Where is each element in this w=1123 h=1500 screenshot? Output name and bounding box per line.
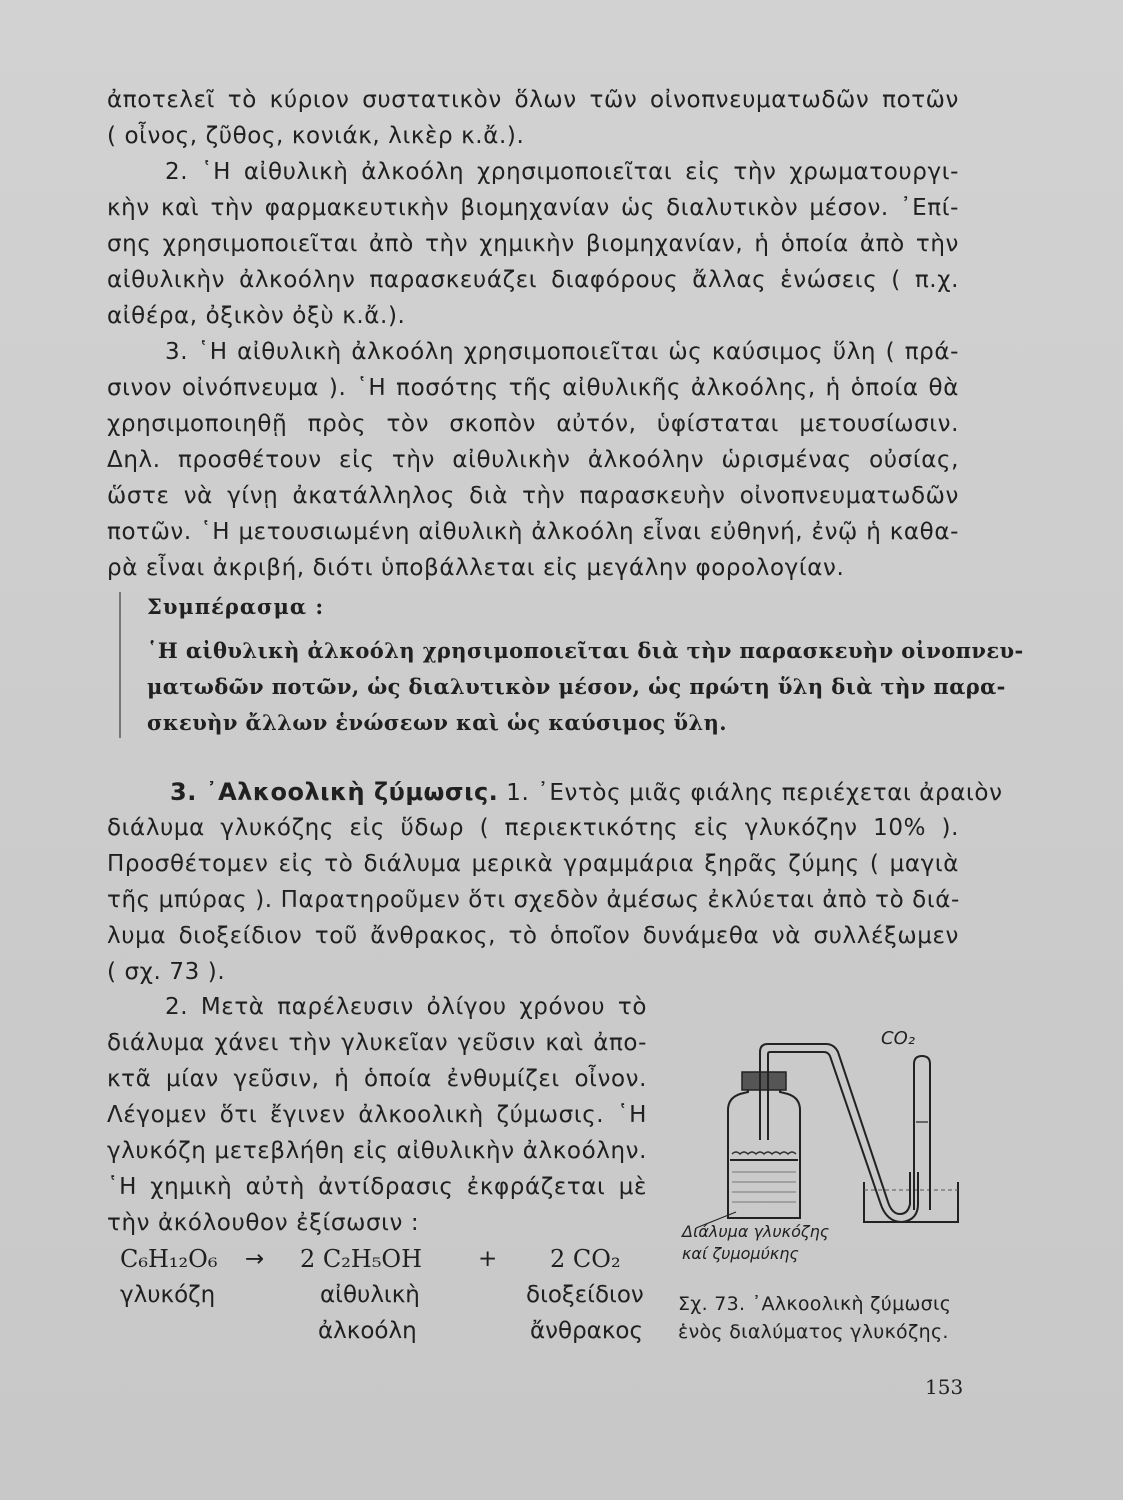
- text-line: διάλυμα γλυκόζης εἰς ὕδωρ ( περιεκτικότης εἰς γλυκόζην 10% ).: [107, 815, 959, 841]
- conclusion-rule: [119, 592, 121, 738]
- text-line: 2. ῾Η αἰθυλικὴ ἀλκοόλη χρησιμοποιεῖται εἰς τὴν χρωματουργι-: [165, 159, 959, 185]
- text-line: κτᾶ μίαν γεῦσιν, ἡ ὁποία ἐνθυμίζει οἶνον.: [107, 1066, 647, 1092]
- equation-arrow: →: [245, 1246, 265, 1272]
- equation-reactant-name: γλυκόζη: [120, 1282, 216, 1308]
- foam: [732, 1152, 796, 1154]
- solution-label: Διάλυμα γλυκόζης: [682, 1222, 830, 1241]
- figure-caption: ἑνὸς διαλύματος γλυκόζης.: [678, 1321, 949, 1343]
- text-line: ὥστε νὰ γίνῃ ἀκατάλληλος διὰ τὴν παρασκευὴν οἰνοπνευματωδῶν: [107, 483, 959, 509]
- text-line: Προσθέτομεν εἰς τὸ διάλυμα μερικὰ γραμμάρια ξηρᾶς ζύμης ( μαγιὰ: [107, 851, 959, 877]
- text-line: ῾Η χημικὴ αὐτὴ ἀντίδρασις ἐκφράζεται μὲ: [107, 1174, 647, 1200]
- text-line: 2. Μετὰ παρέλευσιν ὀλίγου χρόνου τὸ: [165, 994, 647, 1020]
- section-heading: 3. ᾿Αλκοολικὴ ζύμωσις.: [170, 778, 499, 806]
- text-line: ( σχ. 73 ).: [107, 959, 226, 985]
- equation-product1-name: ἀλκοόλη: [318, 1318, 417, 1344]
- equation-product1-name: αἰθυλικὴ: [320, 1282, 420, 1308]
- text-line: διάλυμα χάνει τὴν γλυκεῖαν γεῦσιν καὶ ἀπο-: [107, 1030, 647, 1056]
- equation-reactant: C₆H₁₂O₆: [120, 1245, 218, 1273]
- fermentation-apparatus-figure: [676, 1022, 966, 1272]
- delivery-tube-inner: [768, 1052, 918, 1222]
- text-line: αἰθέρα, ὀξικὸν ὀξὺ κ.ἄ.).: [107, 303, 406, 329]
- equation-plus: +: [478, 1246, 498, 1272]
- section-heading-line: [170, 775, 1003, 810]
- text-line: Δηλ. προσθέτουν εἰς τὴν αἰθυλικὴν ἀλκοόλην ὡρισμένας οὐσίας,: [107, 447, 959, 473]
- equation-product2-name: ἄνθρακος: [530, 1318, 643, 1344]
- bottle: [728, 1080, 800, 1218]
- co2-label: CO₂: [881, 1028, 915, 1049]
- conclusion-line: ῾Η αἰθυλικὴ ἀλκοόλη χρησιμοποιεῖται διὰ τὴν παρασκευὴν οἰνοπνευ-: [147, 638, 1024, 663]
- text-line: Λέγομεν ὅτι ἔγινεν ἀλκοολικὴ ζύμωσις. ῾Η: [107, 1102, 647, 1128]
- text-line: τῆς μπύρας ). Παρατηροῦμεν ὅτι σχεδὸν ἀμέσως ἐκλύεται ἀπὸ τὸ διά-: [107, 887, 960, 913]
- text-line: ( οἶνος, ζῦθος, κονιάκ, λικὲρ κ.ἄ.).: [107, 123, 525, 149]
- text-line: γλυκόζη μετεβλήθη εἰς αἰθυλικὴν ἀλκοόλην.: [107, 1138, 647, 1164]
- conclusion-title: Συμπέρασμα :: [147, 594, 325, 619]
- figure-caption: Σχ. 73. ᾿Αλκοολικὴ ζύμωσις: [678, 1293, 952, 1315]
- text-span: 1. ᾿Εντὸς μιᾶς φιάλης περιέχεται ἀραιὸν: [506, 780, 1003, 806]
- text-line: τὴν ἀκόλουθον ἐξίσωσιν :: [107, 1210, 420, 1236]
- text-line: ἀποτελεῖ τὸ κύριον συστατικὸν ὅλων τῶν οἰνοπνευματωδῶν ποτῶν: [107, 87, 959, 113]
- text-line: σινον οἰνόπνευμα ). ῾Η ποσότης τῆς αἰθυλικῆς ἀλκοόλης, ἡ ὁποία θὰ: [107, 375, 959, 401]
- text-line: λυμα διοξείδιον τοῦ ἄνθρακος, τὸ ὁποῖον δυνάμεθα νὰ συλλέξωμεν: [107, 923, 959, 949]
- text-line: κὴν καὶ τὴν φαρμακευτικὴν βιομηχανίαν ὡς διαλυτικὸν μέσον. ᾿Επί-: [107, 195, 959, 221]
- text-line: 3. ῾Η αἰθυλικὴ ἀλκοόλη χρησιμοποιεῖται ὡς καύσιμος ὕλη ( πρά-: [165, 339, 959, 365]
- text-line: ποτῶν. ῾Η μετουσιωμένη αἰθυλικὴ ἀλκοόλη εἶναι εὐθηνή, ἐνῷ ἡ καθα-: [107, 519, 959, 545]
- text-line: χρησιμοποιηθῇ πρὸς τὸν σκοπὸν αὐτόν, ὑφίσταται μετουσίωσιν.: [107, 411, 959, 437]
- equation-product1: 2 C₂H₅OH: [300, 1245, 423, 1273]
- stopper: [742, 1072, 786, 1090]
- page-number: 153: [925, 1375, 964, 1399]
- conclusion-line: σκευὴν ἄλλων ἑνώσεων καὶ ὡς καύσιμος ὕλη.: [147, 710, 727, 735]
- solution-label: καί ζυμομύκης: [682, 1244, 799, 1263]
- text-line: ρὰ εἶναι ἀκριβή, διότι ὑποβάλλεται εἰς μεγάλην φορολογίαν.: [107, 555, 845, 581]
- equation-product2: 2 CO₂: [550, 1245, 621, 1273]
- text-line: σης χρησιμοποιεῖται ἀπὸ τὴν χημικὴν βιομηχανίαν, ἡ ὁποία ἀπὸ τὴν: [107, 231, 959, 257]
- conclusion-line: ματωδῶν ποτῶν, ὡς διαλυτικὸν μέσον, ὡς πρώτη ὕλη διὰ τὴν παρα-: [147, 674, 1006, 699]
- text-line: αἰθυλικὴν ἀλκοόλην παρασκευάζει διαφόρους ἄλλας ἑνώσεις ( π.χ.: [107, 267, 959, 293]
- equation-product2-name: διοξείδιον: [526, 1282, 644, 1308]
- collecting-tube: [914, 1056, 930, 1210]
